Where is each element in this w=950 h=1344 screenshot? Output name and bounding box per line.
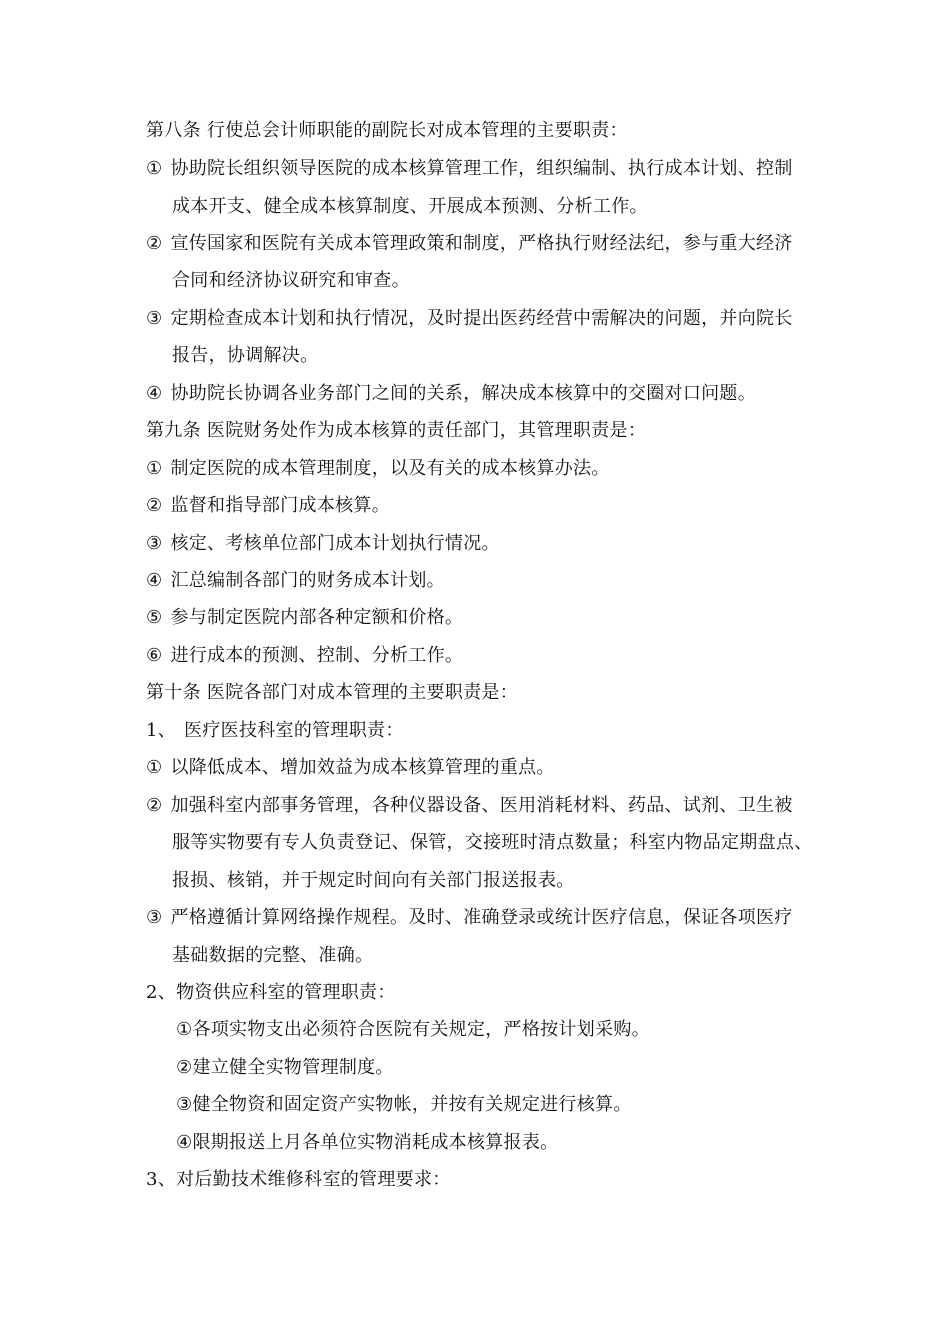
section-heading: 2、物资供应科室的管理职责： [146, 982, 396, 1003]
list-item: ⑥ 进行成本的预测、控制、分析工作。 [146, 645, 464, 666]
list-marker: ① [176, 1019, 193, 1040]
list-item: ④ 协助院长协调各业务部门之间的关系，解决成本核算中的交圈对口问题。 [146, 383, 757, 404]
list-item-continuation: 成本开支、健全成本核算制度、开展成本预测、分析工作。 [172, 196, 648, 217]
list-marker: ⑥ [146, 645, 163, 666]
article-8-heading: 第八条 行使总会计师职能的副院长对成本管理的主要职责： [146, 120, 628, 141]
list-item: ④ 汇总编制各部门的财务成本计划。 [146, 570, 445, 591]
list-marker: ③ [146, 533, 163, 554]
list-item: ② 宣传国家和医院有关成本管理政策和制度，严格执行财经法纪，参与重大经济 [146, 233, 793, 254]
list-item: ② 加强科室内部事务管理，各种仪器设备、医用消耗材料、药品、试剂、卫生被 [146, 795, 793, 816]
list-item: ② 监督和指导部门成本核算。 [146, 495, 391, 516]
list-item-continuation: 报告，协调解决。 [172, 345, 319, 366]
section-heading: 3、对后勤技术维修科室的管理要求： [146, 1169, 451, 1190]
list-item-continuation: 合同和经济协议研究和审查。 [172, 270, 410, 291]
list-marker: ③ [146, 308, 163, 329]
section-number: 2、 [146, 982, 177, 1003]
list-item-continuation: 基础数据的完整、准确。 [172, 945, 374, 966]
list-item: ④限期报送上月各单位实物消耗成本核算报表。 [176, 1132, 559, 1153]
list-item-continuation: 服等实物要有专人负责登记、保管，交接班时清点数量；科室内物品定期盘点、 [172, 832, 813, 853]
article-10-heading: 第十条 医院各部门对成本管理的主要职责是： [146, 682, 519, 703]
section-number: 1、 [146, 720, 177, 741]
list-item: ① 制定医院的成本管理制度，以及有关的成本核算办法。 [146, 458, 610, 479]
list-marker: ⑤ [146, 607, 163, 628]
list-item: ③ 定期检查成本计划和执行情况，及时提出医药经营中需解决的问题，并向院长 [146, 308, 793, 329]
list-item: ③ 核定、考核单位部门成本计划执行情况。 [146, 533, 500, 554]
list-marker: ③ [176, 1094, 193, 1115]
list-item: ①各项实物支出必须符合医院有关规定，严格按计划采购。 [176, 1019, 650, 1040]
article-9-heading: 第九条 医院财务处作为成本核算的责任部门，其管理职责是： [146, 420, 647, 441]
list-marker: ④ [146, 383, 163, 404]
list-marker: ② [176, 1057, 193, 1078]
list-item: ⑤ 参与制定医院内部各种定额和价格。 [146, 607, 464, 628]
list-item: ① 以降低成本、增加效益为成本核算管理的重点。 [146, 757, 555, 778]
list-marker: ③ [146, 907, 163, 928]
list-marker: ② [146, 795, 163, 816]
list-item: ③健全物资和固定资产实物帐，并按有关规定进行核算。 [176, 1094, 632, 1115]
list-marker: ④ [146, 570, 163, 591]
list-item: ②建立健全实物管理制度。 [176, 1057, 394, 1078]
section-number: 3、 [146, 1169, 177, 1190]
list-item: ③ 严格遵循计算网络操作规程。及时、准确登录或统计医疗信息，保证各项医疗 [146, 907, 793, 928]
list-marker: ① [146, 458, 163, 479]
list-item-continuation: 报损、核销，并于规定时间向有关部门报送报表。 [172, 870, 575, 891]
list-marker: ② [146, 495, 163, 516]
list-marker: ① [146, 158, 163, 179]
list-marker: ④ [176, 1132, 193, 1153]
section-heading: 1、 医疗医技科室的管理职责： [146, 720, 404, 741]
list-marker: ① [146, 757, 163, 778]
list-marker: ② [146, 233, 163, 254]
list-item: ① 协助院长组织领导医院的成本核算管理工作，组织编制、执行成本计划、控制 [146, 158, 793, 179]
